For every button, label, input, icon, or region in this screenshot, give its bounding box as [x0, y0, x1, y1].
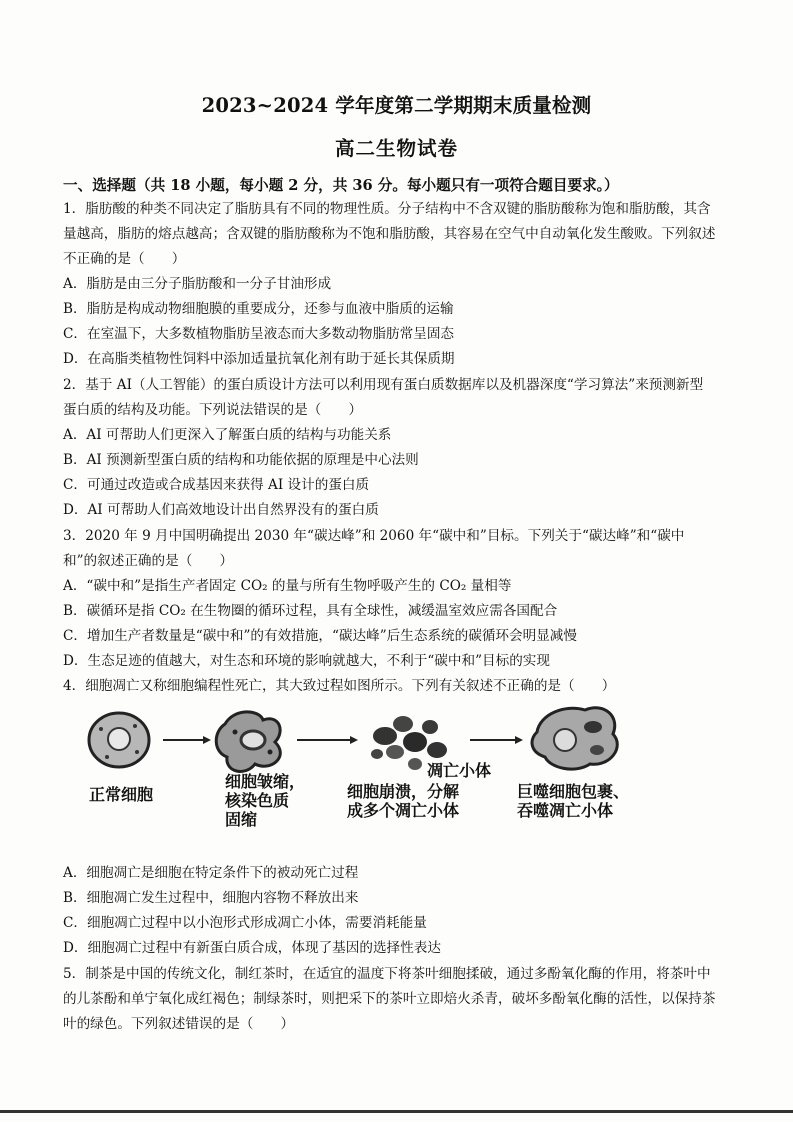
label-macrophage-1: 巨噬细胞包裹、 [517, 782, 630, 801]
q3-stem-line-1: 3．2020 年 9 月中国明确提出 2030 年“碳达峰”和 2060 年“碳中和”目标。下列关于“碳达峰”和“碳中 [63, 528, 685, 544]
label-macrophage-2: 吞噬凋亡小体 [517, 801, 614, 820]
q2-option-a: A．AI 可帮助人们更深入了解蛋白质的结构与功能关系 [63, 427, 392, 443]
q3-option-b: B．碳循环是指 CO₂ 在生物圈的循环过程，具有全球性，减缓温室效应需各国配合 [63, 603, 558, 619]
label-normal-cell: 正常细胞 [89, 785, 154, 804]
macrophage-image [532, 708, 617, 769]
q4-stem-line-1: 4．细胞凋亡又称细胞编程性死亡，其大致过程如图所示。下列有关叙述不正确的是（ ） [63, 678, 616, 694]
q3-stem-line-2: 和”的叙述正确的是（ ） [63, 553, 234, 569]
q3-option-a: A．“碳中和”是指生产者固定 CO₂ 的量与所有生物呼吸产生的 CO₂ 量相等 [63, 578, 512, 594]
q5-stem-line-3: 叶的绿色。下列叙述错误的是（ ） [63, 1016, 295, 1032]
q1-option-a: A．脂肪是由三分子脂肪酸和一分子甘油形成 [63, 276, 332, 292]
label-fragment-1: 细胞崩溃，分解 [347, 782, 460, 801]
q1-option-d: D．在高脂类植物性饲料中添加适量抗氧化剂有助于延长其保质期 [63, 351, 455, 367]
label-apoptotic-body: 凋亡小体 [427, 761, 492, 780]
q1-option-c: C．在室温下，大多数植物脂肪呈液态而大多数动物脂肪常呈固态 [63, 326, 455, 342]
q1-option-b: B．脂肪是构成动物细胞膜的重要成分，还参与血液中脂质的运输 [63, 301, 454, 317]
q1-stem-line-3: 不正确的是（ ） [63, 251, 186, 267]
label-shrink-2: 核染色质 [225, 791, 290, 810]
q3-option-d: D．生态足迹的值越大，对生态和环境的影响就越大，不利于“碳中和”目标的实现 [63, 653, 550, 669]
q2-stem-line-2: 蛋白质的结构及功能。下列说法错误的是（ ） [63, 402, 363, 418]
label-fragment-2: 成多个凋亡小体 [347, 801, 460, 820]
exam-subtitle: 高二生物试卷 [334, 137, 458, 160]
q1-stem-line-2: 量越高，脂肪的熔点越高；含双键的脂肪酸称为不饱和脂肪酸，其容易在空气中自动氧化发生酸败。下列叙述 [63, 226, 716, 242]
normal-cell-image [89, 713, 149, 767]
q3-option-c: C．增加生产者数量是“碳中和”的有效措施，“碳达峰”后生态系统的碳循环会明显减慢 [63, 628, 577, 644]
label-shrink-1: 细胞皱缩， [225, 772, 306, 791]
q4-option-a: A．细胞凋亡是细胞在特定条件下的被动死亡过程 [63, 865, 359, 881]
q4-option-b: B．细胞凋亡发生过程中，细胞内容物不释放出来 [63, 890, 359, 906]
q2-option-b: B．AI 预测新型蛋白质的结构和功能依据的原理是中心法则 [63, 452, 419, 468]
q4-option-c: C．细胞凋亡过程中以小泡形式形成凋亡小体，需要消耗能量 [63, 915, 427, 931]
apoptosis-figure [85, 702, 645, 837]
section-heading: 一、选择题（共 18 小题，每小题 2 分，共 36 分。每小题只有一项符合题目要求。） [63, 177, 619, 194]
q2-option-d: D．AI 可帮助人们高效地设计出自然界没有的蛋白质 [63, 502, 379, 518]
shrunken-cell-image [216, 712, 280, 772]
q5-stem-line-1: 5．制茶是中国的传统文化，制红茶时，在适宜的温度下将茶叶细胞揉破，通过多酚氧化酶的作用，将茶叶中 [63, 966, 711, 982]
exam-title: 2023~2024 学年度第二学期期末质量检测 [201, 94, 592, 117]
label-shrink-3: 固缩 [225, 810, 258, 829]
q2-option-c: C．可通过改造或合成基因来获得 AI 设计的蛋白质 [63, 477, 370, 493]
q1-stem-line-1: 1．脂肪酸的种类不同决定了脂肪具有不同的物理性质。分子结构中不含双键的脂肪酸称为饱和脂肪酸，其含 [63, 201, 711, 217]
page-bottom-divider [0, 1110, 793, 1113]
q2-stem-line-1: 2．基于 AI（人工智能）的蛋白质设计方法可以利用现有蛋白质数据库以及机器深度“学习算法”来预测新型 [63, 377, 704, 393]
q4-option-d: D．细胞凋亡过程中有新蛋白质合成，体现了基因的选择性表达 [63, 940, 441, 956]
q5-stem-line-2: 的儿茶酚和单宁氧化成红褐色；制绿茶时，则把采下的茶叶立即焙火杀青，破坏多酚氧化酶的活性，以保持茶 [63, 991, 716, 1007]
